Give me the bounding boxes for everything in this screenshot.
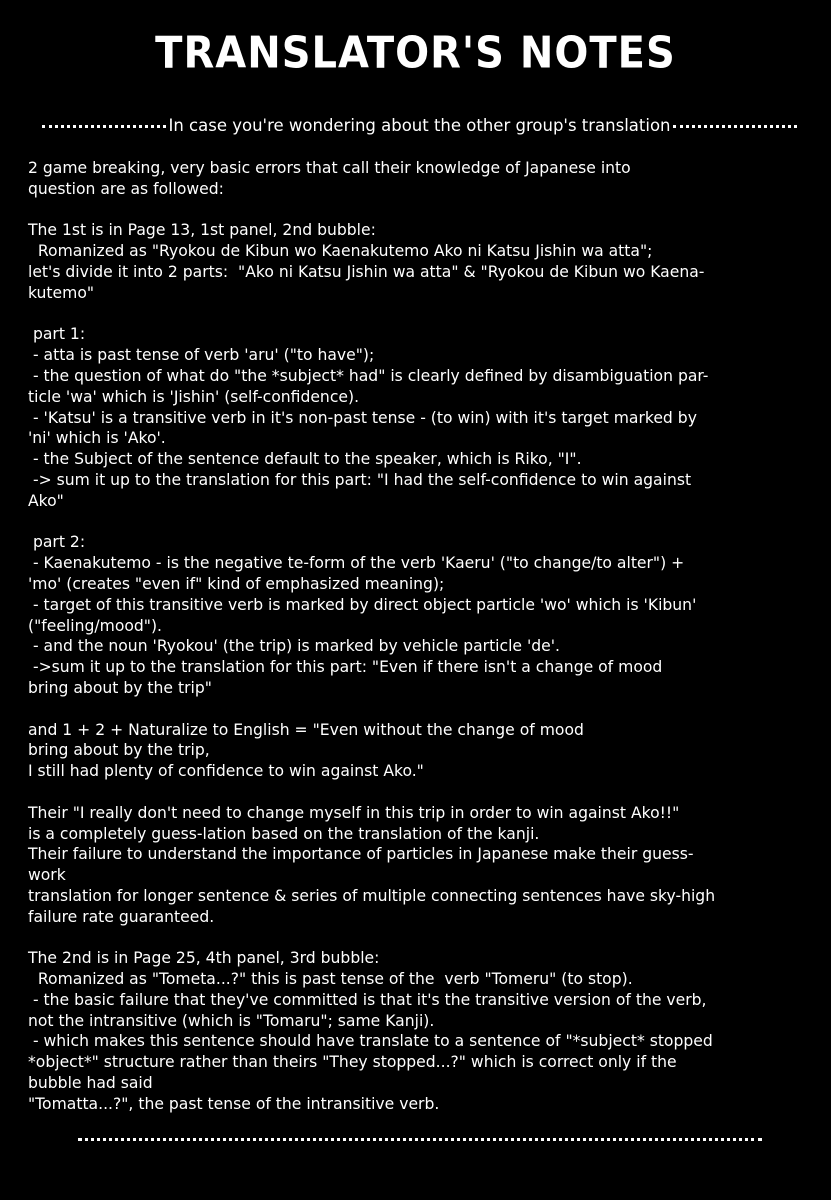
page-title: TRANSLATOR'S NOTES (155, 27, 676, 79)
text-line: translation for longer sentence & series of multiple connecting sentences have sky-high (28, 886, 716, 905)
text-line: "Tomatta...?", the past tense of the intransitive verb. (28, 1094, 440, 1113)
text-line: work (28, 866, 66, 885)
text-line: question are as followed: (28, 179, 224, 198)
text-line: Their "I really don't need to change myself in this trip in order to win against Ako!!" (28, 803, 680, 822)
text-line (28, 512, 811, 533)
text-line (28, 200, 811, 221)
text-line: - the basic failure that they've committed is that it's the transitive version of the verb, (28, 990, 707, 1009)
text-line: let's divide it into 2 parts: "Ako ni Katsu Jishin wa atta" & "Ryokou de Kibun wo Kaena- (28, 262, 705, 281)
subtitle-row (42, 116, 797, 134)
text-line: Their failure to understand the importance of particles in Japanese make their guess- (28, 845, 694, 864)
text-line (28, 927, 811, 948)
text-line: Ako" (28, 491, 64, 510)
text-line (28, 699, 811, 720)
text-line: part 2: (28, 533, 86, 552)
text-line: is a completely guess-lation based on the translation of the kanji. (28, 824, 540, 843)
text-line: failure rate guaranteed. (28, 907, 215, 926)
text-line: ("feeling/mood"). (28, 616, 163, 635)
text-line: - atta is past tense of verb 'aru' ("to have"); (28, 346, 375, 365)
text-line: - the Subject of the sentence default to the speaker, which is Riko, "I". (28, 450, 582, 469)
dotted-divider-bottom (78, 1138, 762, 1141)
text-line: bring about by the trip" (28, 678, 212, 697)
text-line: not the intransitive (which is "Tomaru"; same Kanji). (28, 1011, 435, 1030)
text-line: - Kaenakutemo - is the negative te-form of the verb 'Kaeru' ("to change/to alter") + (28, 554, 685, 573)
text-line: -> sum it up to the translation for this part: "I had the self-confidence to win against (28, 470, 692, 489)
notes-body (28, 158, 811, 1115)
text-line: The 1st is in Page 13, 1st panel, 2nd bubble: (28, 221, 376, 240)
dotted-divider-left (42, 125, 166, 128)
text-line: 2 game breaking, very basic errors that call their knowledge of Japanese into (28, 159, 631, 177)
text-line: bring about by the trip, (28, 741, 210, 760)
text-line: - target of this transitive verb is marked by direct object particle 'wo' which is 'Kibun' (28, 595, 697, 614)
text-line: - and the noun 'Ryokou' (the trip) is marked by vehicle particle 'de'. (28, 637, 560, 656)
text-line: bubble had said (28, 1074, 153, 1093)
text-line: 'ni' which is 'Ako'. (28, 429, 166, 448)
text-line: part 1: (28, 325, 86, 344)
text-line: ->sum it up to the translation for this part: "Even if there isn't a change of mood (28, 658, 663, 677)
text-line (28, 782, 811, 803)
text-line: kutemo" (28, 283, 95, 302)
text-line (28, 304, 811, 325)
text-line: Romanized as "Ryokou de Kibun wo Kaenakutemo Ako ni Katsu Jishin wa atta"; (28, 242, 653, 261)
text-line: - 'Katsu' is a transitive verb in it's non-past tense - (to win) with it's target marked by (28, 408, 697, 427)
text-line: and 1 + 2 + Naturalize to English = "Even without the change of mood (28, 720, 584, 739)
text-line: Romanized as "Tometa...?" this is past tense of the verb "Tomeru" (to stop). (28, 970, 633, 989)
text-line: - which makes this sentence should have translate to a sentence of "*subject* stopped (28, 1032, 713, 1051)
text-line: 'mo' (creates "even if" kind of emphasized meaning); (28, 574, 445, 593)
text-line: The 2nd is in Page 25, 4th panel, 3rd bubble: (28, 949, 380, 968)
subtitle: In case you're wondering about the other group's translation (168, 115, 671, 135)
text-line: ticle 'wa' which is 'Jishin' (self-confidence). (28, 387, 360, 406)
dotted-divider-right (673, 125, 797, 128)
text-line: I still had plenty of confidence to win against Ako." (28, 762, 424, 781)
text-line: - the question of what do "the *subject* had" is clearly defined by disambiguation par- (28, 366, 709, 385)
text-line: *object*" structure rather than theirs "They stopped...?" which is correct only if the (28, 1053, 677, 1072)
